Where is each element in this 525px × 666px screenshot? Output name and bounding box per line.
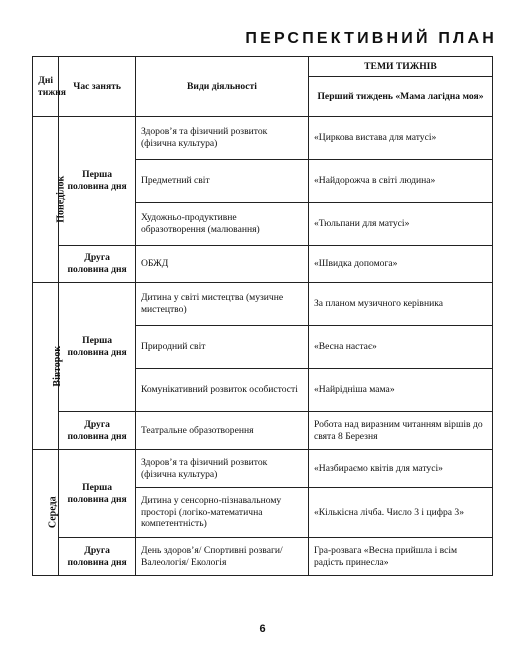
theme-cell: «Кількісна лічба. Число 3 і цифра 3» (308, 488, 492, 538)
half-day-cell: Перша половина дня (59, 117, 136, 246)
perspective-plan-table (32, 56, 493, 576)
theme-cell: «Весна настає» (308, 326, 492, 369)
theme-cell: «Швидка допомога» (308, 246, 492, 283)
day-cell (33, 283, 64, 450)
table-row (33, 246, 493, 283)
table-row (33, 117, 493, 160)
activity-cell: Природний світ (135, 326, 308, 369)
half-day-cell: Друга половина дня (59, 246, 136, 283)
table-row (33, 283, 493, 326)
theme-cell: За планом музичного керівника (308, 283, 492, 326)
half-day-cell: Друга половина дня (59, 538, 136, 576)
header-time: Час занять (59, 57, 136, 117)
table-row (33, 538, 493, 576)
activity-cell: Дитина у світі мистецтва (музичне мистецтво) (135, 283, 308, 326)
table-row (33, 450, 493, 488)
table-header-row (33, 57, 493, 77)
activity-cell: Предметний світ (135, 160, 308, 203)
day-cell (33, 450, 59, 576)
theme-cell: Гра-розвага «Весна прийшла і всім радість принесла» (308, 538, 492, 576)
half-day-cell: Перша половина дня (59, 450, 136, 538)
activity-cell: Здоров’я та фізичний розвиток (фізична культура) (135, 117, 308, 160)
day-cell (33, 117, 67, 283)
page-title: ПЕРСПЕКТИВНИЙ ПЛАН (245, 30, 497, 47)
theme-cell: «Найдорожча в світі людина» (308, 160, 492, 203)
theme-cell: «Найрідніша мама» (308, 369, 492, 412)
theme-cell: «Циркова вистава для матусі» (308, 117, 492, 160)
theme-cell: «Тюльпани для матусі» (308, 203, 492, 246)
header-week: Перший тиждень «Мама лагідна моя» (308, 77, 492, 117)
header-activities: Види діяльності (135, 57, 308, 117)
header-themes: ТЕМИ ТИЖНІВ (308, 57, 492, 77)
activity-cell: ОБЖД (135, 246, 308, 283)
half-day-cell: Друга половина дня (59, 412, 136, 450)
activity-cell: День здоров’я/ Спортивні розваги/ Валеологія/ Екологія (135, 538, 308, 576)
table-row (33, 412, 493, 450)
day-wednesday: Середа (47, 496, 59, 529)
day-monday: Понеділок (55, 175, 67, 224)
page-number: 6 (259, 623, 266, 635)
activity-cell: Здоров’я та фізичний розвиток (фізична культура) (135, 450, 308, 488)
theme-cell: Робота над виразним читанням віршів до свята 8 Березня (308, 412, 492, 450)
activity-cell: Театральне образотворення (135, 412, 308, 450)
theme-cell: «Назбираємо квітів для матусі» (308, 450, 492, 488)
half-day-cell: Перша половина дня (59, 283, 136, 412)
day-tuesday: Вівторок (52, 345, 64, 387)
header-days: Дні тижня (33, 57, 59, 117)
activity-cell: Художньо-продуктивне образотворення (малювання) (135, 203, 308, 246)
activity-cell: Комунікативний розвиток особистості (135, 369, 308, 412)
activity-cell: Дитина у сенсорно-пізнавальному просторі (логіко-математична компетентність) (135, 488, 308, 538)
